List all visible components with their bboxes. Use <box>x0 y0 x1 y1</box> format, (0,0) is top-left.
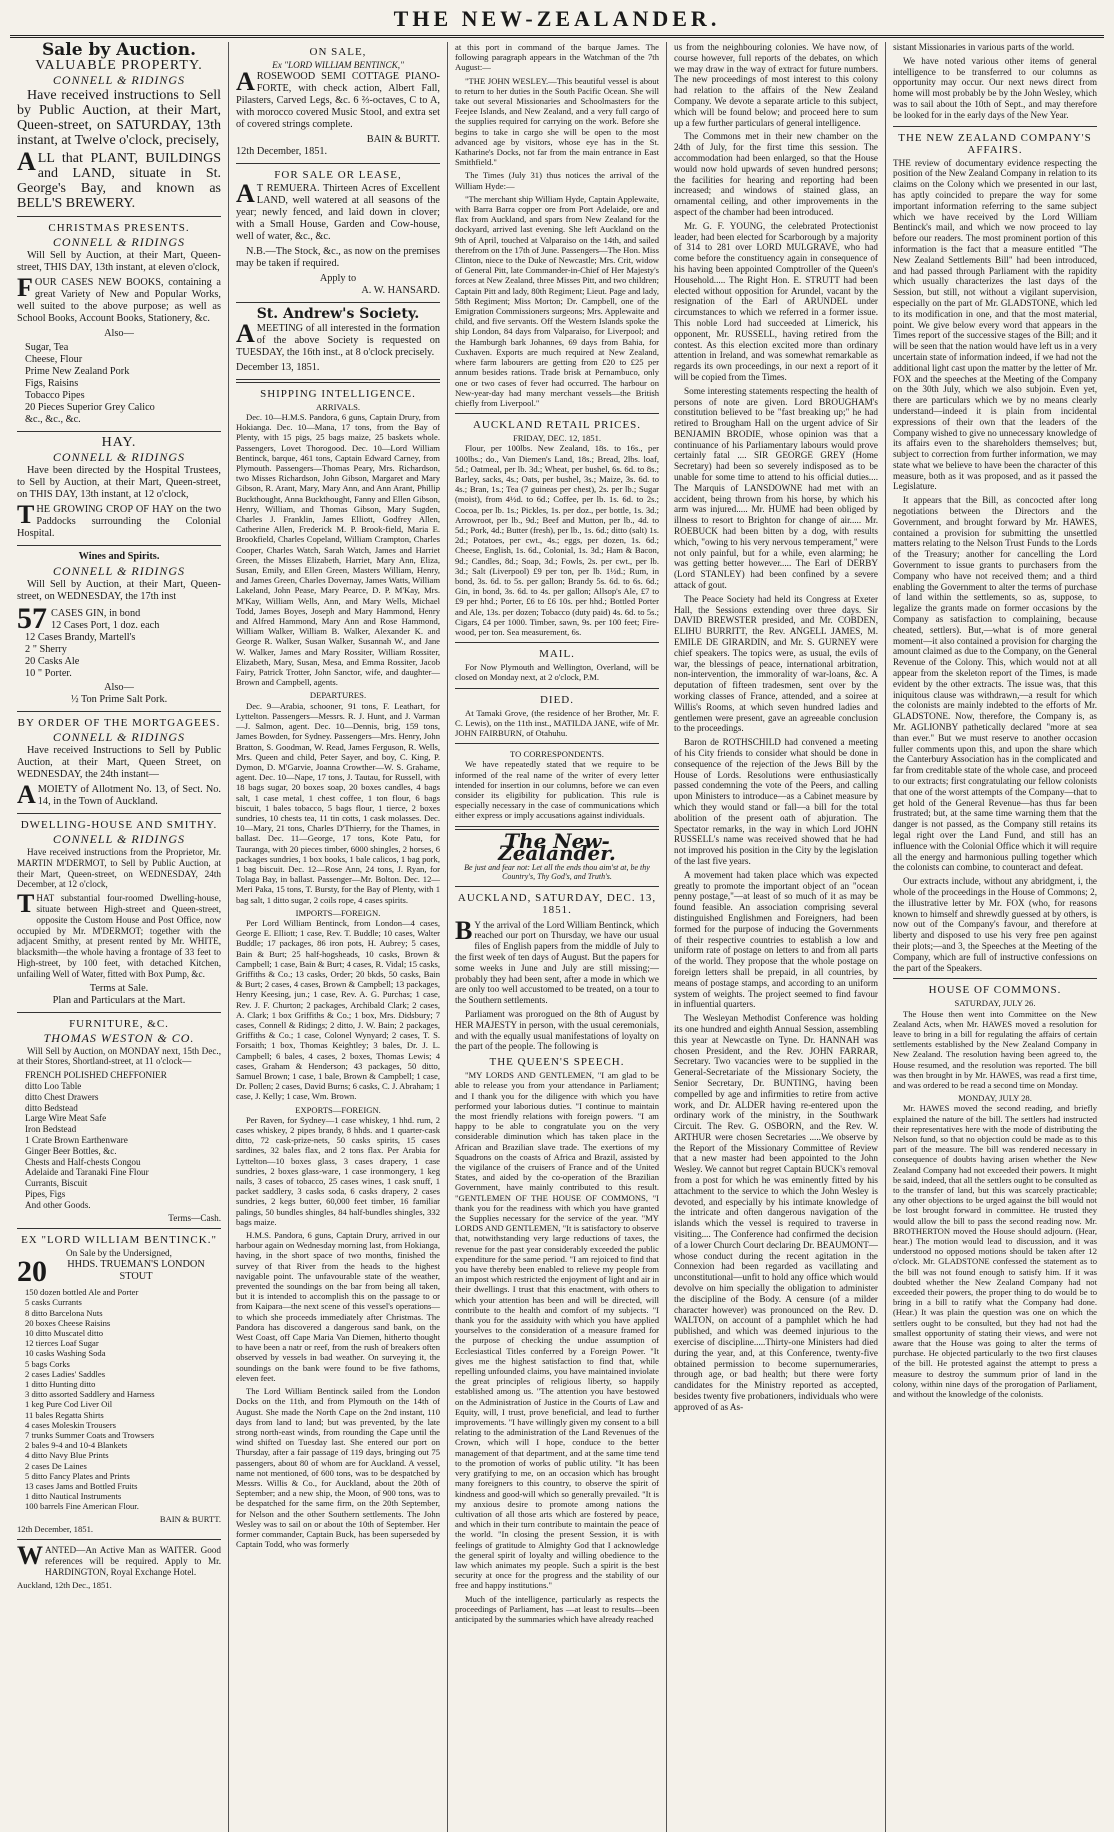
lead-text: BY the arrival of the Lord William Bentinck, which reached our port on Thursday, we have our usual files of English papers from the middle of July to the first week of ten days of August. But the papers for some weeks in June and July are still missing;—probably they had been sent, after a mode in which we are only too well accustomed to be treated, on a tour to the Southern settlements. <box>455 915 659 1006</box>
section-title: TO CORRESPONDENTS. <box>510 749 604 760</box>
ad-text: AMOIETY of Allotment No. 13, of Sect. No. 14, in the Town of Auckland. <box>17 780 221 809</box>
ad-firm: CONNELL & RIDINGS <box>52 450 186 464</box>
list-item: 1 ditto Nautical Instruments <box>25 1491 122 1502</box>
list-item: Iron Bedstead <box>25 1124 77 1135</box>
list-item: Large Wire Meat Safe <box>25 1113 107 1124</box>
ad-firm: CONNELL & RIDINGS <box>52 832 186 846</box>
ad-text: Will Sell by Auction, at their Mart, Queen-street, THIS DAY, 13th instant, at eleven o'clock, <box>17 250 221 273</box>
ad-text: Have been directed by the Hospital Trustees, to Sell by Auction, at their Mart, Queen-street, on THIS DAY, 13th instant, at 12 o'clock, <box>17 465 221 500</box>
divider <box>455 886 659 887</box>
ad-date: 12th December, 1851. <box>236 145 328 157</box>
list-item: ditto Bedstead <box>25 1102 78 1113</box>
ad-title: DWELLING-HOUSE AND SMITHY. <box>20 819 218 831</box>
ad-text: ALL that PLANT, BUILDINGS and LAND, situate in St. George's Bay, and known as BELL'S BREWERY. <box>17 147 221 211</box>
ad-apply: Apply to <box>319 272 357 284</box>
ad-sign: BAIN & BURTT. <box>159 1513 221 1524</box>
ad-title: BY ORDER OF THE MORTGAGEES. <box>17 717 221 729</box>
list-item: Currants, Biscuit <box>25 1178 88 1189</box>
list-item: 1 Crate Brown Earthenware <box>25 1134 128 1145</box>
section-text: Dec. 9—Arabia, schooner, 91 tons, F. Leathart, for Lyttelton. Passengers—Messrs. R. J. Hunt, and J. Varman—J. Salmon, agent. Dec. 10—Dennis, brig, 159 tons, James Bowden, for Sydney. Passengers—Mrs. Henry, John Bratton, S. Goodman, W. Read, James Ferguson, R. Wells, Mrs. Queen and child, Peter Sayer, and boy, C. King, P. Dymon, D. M'Garvie, Joanna Crowther—W. S. Grahame, agent. Dec. 10—Nape, 17 tons, J. Tautau, for Russell, with 18 bags sugar, 20 boxes soap, 20 boxes candles, 4 bags salt, 1 case metal, 1 chest coffee, 1 ton flour, 6 bags biscuit, 1 bales tobacco, 5 bags flour, 1 tierce, 2 boxes sundries, 10 chests tea, 11 tin cotts, 1 cask molasses. Dec. 10—Mary, 21 tons, Charles D'Thierry, for the Thames, in ballast. Dec. 11—George, 17 tons, Kote Patu, for Tauranga, with 20 pieces timber, 6000 shingles, 2 horses, 6 packages sundries, 1 box books, 1 bale calicos, 1 bag pork, 1 bag biscuit. Dec. 12—Rose Ann, 24 tons, J. Ryan, for Tolaga Bay, in ballast. Passenger—Mr. Bolton. Dec. 12—Meri Paka, 15 tons, T. Bursty, for the Bay of Plenty, with 1 bag salt, 1 ditto sugar, 2 coils rope, 4 cases spirits. <box>236 700 440 905</box>
ad-text: WANTED—An Active Man as WAITER. Good references will be required. Apply to Mr. HARDINGTON, Royal Exchange Hotel. <box>17 1540 221 1577</box>
divider <box>236 379 440 383</box>
ad-title: Wines and Spirits. <box>78 551 160 562</box>
list-item: 2 cases Ladies' Saddles <box>25 1368 106 1379</box>
list-item: 5 bags Corks <box>25 1358 70 1369</box>
ad-title: HAY. <box>101 435 137 450</box>
divider <box>17 545 221 546</box>
divider <box>236 163 440 164</box>
section-text: At Tamaki Grove, (the residence of her Brother, Mr. F. C. Lewis), on the 11th inst., MATILDA JANE, wife of Mr. JOHN FAIRBURN, of Otahuhu. <box>455 707 659 738</box>
divider <box>455 688 659 689</box>
list-item: 20 Pieces Superior Grey Calico <box>25 402 155 413</box>
ad-firm: THOMAS WESTON & CO. <box>43 1030 195 1045</box>
ad-text: On Sale by the Undersigned, <box>66 1248 172 1259</box>
subsection-title: EXPORTS—FOREIGN. <box>295 1104 381 1115</box>
section-date: MONDAY, JULY 28. <box>958 1093 1032 1104</box>
ad-text: Have received instructions to Sell by Public Auction, at their Mart, Queen-street, on SATURDAY, 13th instant, at Twelve o'clock, precisely, <box>17 88 221 148</box>
divider <box>17 1539 221 1540</box>
divider <box>455 743 659 744</box>
article-text: sistant Missionaries in various parts of the world. <box>893 42 1075 52</box>
list-item: Adelaide and Taranaki Fine Flour <box>25 1167 149 1178</box>
ad-sign: A. W. HANSARD. <box>361 284 440 296</box>
list-item: 13 cases Jams and Bottled Fruits <box>25 1480 138 1491</box>
list-item: 1 keg Pure Cod Liver Oil <box>25 1399 113 1410</box>
list-item: Tobacco Pipes <box>25 390 85 401</box>
subsection-title: IMPORTS—FOREIGN. <box>295 907 381 918</box>
ad-date: Auckland, 12th Dec., 1851. <box>17 1580 112 1591</box>
section-title: AUCKLAND RETAIL PRICES. <box>472 419 642 432</box>
list-item: Ginger Beer Bottles, &c. <box>25 1145 117 1156</box>
ad-text: Have received instructions from the Proprietor, Mr. MARTIN M'DERMOT, to Sell by Public Auction, at their Mart, Queen-street, on WEDNESDAY, 24th December, at 12 o'clock, <box>17 847 221 890</box>
list-item: 100 barrels Fine American Flour. <box>25 1501 139 1512</box>
columns <box>10 42 1104 1832</box>
divider <box>455 413 659 414</box>
ad-text: AROSEWOOD SEMI COTTAGE PIANO-FORTE, with check action, Albert Fall, Pilasters, Carved Legs, &c. 6 ⅔-octaves, C to A, with morocco covered Music Stool, and extra set of covered strings complete. <box>236 66 440 130</box>
article-text: "The merchant ship William Hyde, Captain Applewaite, with Barra Barra copper ore from Port Adelaide, ore and flax from Auckland, and spars from New Zealand for the dockyard, arrived last evening. She left Auckland on the 9th of April, touched at Valparaiso on the 14th, and sailed therefrom on the 17th of June. Passengers—The Hon. Miss Clinton, niece to the Duke of Newcastle; Mrs. Crit, widow of General Pitt, late Commander-in-Chief of Her Majesty's forces at New Zealand, three Misses Pitt, and two children; Captain Pitt and lady, 80th Regiment; Lieut. Page and lady, 58th Regiment; Miss Morton; Dr. Campbell, one of the Emigration Commissioners surgeons; Mrs. Applewaite and child, and five servants. Off the Western Islands spoke the ship London, 84 days from Valparaiso, for Liverpool; and the Hamburgh bark Johannes, 69 days from Bahia, for Cuxhaven. Exports are much required at New Zealand, where farm labourers are getting from £20 to £25 per annum besides rations. Trade brisk at Pernambuco, only one or two cases of fever had occurred. The harbour on New-year-day had many merchant vessels—the British chiefly from Liverpool." <box>455 193 659 408</box>
nameplate: The New-Zealander. <box>498 828 616 865</box>
ad-firm: CONNELL & RIDINGS <box>52 73 186 87</box>
divider <box>17 1012 221 1013</box>
ad-title: FOR SALE OR LEASE, <box>274 168 402 181</box>
section-title: THE NEW ZEALAND COMPANY'S AFFAIRS. <box>898 131 1092 156</box>
ad-also: Also— <box>104 682 134 693</box>
column-1 <box>10 42 229 1832</box>
article-text: us from the neighbouring colonies. We have now, of course however, full reports of the debates, on which we may draw in the way of extract for future numbers. The new proceedings of most interest to this colony had relation to the affairs of the New Zealand Company. We devote a separate article to this subject, which will be found below; and proceed here to sum up a few further particulars of general intelligence. <box>674 42 878 128</box>
stout-block <box>17 1259 221 1285</box>
subsection-title: DEPARTURES. <box>309 690 367 701</box>
list-item: 4 ditto Navy Blue Prints <box>25 1450 109 1461</box>
divider <box>17 216 221 217</box>
article-text: Some interesting statements respecting the health of persons of note are given. Lord BROUGHAM's constitution believed to be "fast breaking up;" he had retired to Brougham Hall on the urgent advice of Sir BENJAMIN BRODIE, whose opinion was that a continuance of his Parliamentary labours would prove certainly fatal .... SIR GEORGE GREY (Home Secretary) had been so severely indisposed as to be unable for some time to attend to his official duties.... The Marquis of LANSDOWNE had met with an accident, being thrown from his horse, by which his arm was injured..... Mr. HUME had been obliged by illness to resort to Brighton for change of air..... Mr. ROEBUCK had been bitten by a dog, with results which, "owing to his very nervous temperament," were not only painful, but for a while, even alarming; he was getting better however..... The Earl of DERBY (Lord STANLEY) had been confined by a severe attack of gout. <box>674 385 878 591</box>
divider <box>17 813 221 814</box>
list-item: ditto Loo Table <box>25 1080 82 1091</box>
list-item: Prime New Zealand Pork <box>25 366 130 377</box>
list-item: 5 ditto Fancy Plates and Prints <box>25 1470 130 1481</box>
column-3 <box>448 42 667 1832</box>
item-list <box>17 1287 221 1511</box>
lead-text: Much of the intelligence, particularly as respects the proceedings of Parliament, has —at least to results—been anticipated by the summaries which have already reached <box>455 1593 659 1624</box>
list-item: Figs, Raisins <box>25 378 79 389</box>
divider <box>893 126 1097 127</box>
lead-text: Parliament was prorogued on the 8th of August by HER MAJESTY in person, with the usual ceremonials, and with the equally usual manifestations of loyalty on the part of the people. The following is <box>455 1008 659 1052</box>
sale-heading: Sale by Auction. <box>42 42 196 60</box>
list-item: CASES GIN, in bond <box>51 608 141 619</box>
column-4 <box>667 42 886 1832</box>
speech-text: "MY LORDS AND GENTLEMEN, "I am glad to be able to release you from your attendance in Parliament; and I thank you for the diligence with which you have performed your laborious duties. "I continue to maintain the most friendly relations with foreign powers. "I am happy to be able to congratulate you on the very considerable diminution which has taken place in the African and Brazilian slave trade. The exertions of my Squadrons on the coasts of Africa and Brazil, assisted by the vigilance of the cruisers of France and of the United States, and aided by the co-operation of the Brazilian Government, have mainly contributed to this result. "GENTLEMEN OF THE HOUSE OF COMMONS, "I thank you for the readiness with which you have granted the Supplies necessary for the service of the year. "MY LORDS AND GENTLEMEN, "It is satisfactory to observe that, notwithstanding very large reductions of taxes, the revenue for the past year considerably exceeded the public expenditure for the same period. "I am rejoiced to find that you have thereby been enabled to relieve my people from an impost which restricted the enjoyment of light and air in their dwellings. I trust that this enactment, with others to which your attention has been and will be directed, will contribute to the health and comfort of my subjects. "I thank you for the assiduity with which you have applied yourselves to the consideration of a measure framed for the purpose of checking the undue assumption of Ecclesiastical Titles conferred by a Foreign Power. "It gives me the highest satisfaction to find that, while repelling unfounded claims, you have maintained inviolate the great principles of religious liberty, so happily established among us. "The attention you have bestowed on the Administration of Justice in the Courts of Law and Equity, will, I trust, prove beneficial, and lead to further improvements. "I have willingly given my consent to a bill relating to the administration of the Land Revenues of the Crown, which will I hope, conduce to the better management of that department, and at the same time tend to the promotion of works of public utility. "It has been very gratifying to me, on an occasion which has brought many foreigners to this country, to observe the spirit of kindness and good-will which so generally prevailed. "It is my anxious desire to promote among nations the cultivation of all those arts which are fostered by peace, and which in their turn contribute to maintain the peace of the world. "In closing the present Session, it is with feelings of gratitude to Almighty God that I acknowledge the general spirit of loyalty and willing obedience to the law which animates my people. Such a spirit is the best security at once for the progress and the stability of our free and happy institutions." <box>455 1070 659 1591</box>
lot-number: 20 <box>17 1259 47 1286</box>
ad-text: Have received Instructions to Sell by Public Auction, at their Mart, Queen Street, on WEDNESDAY, the 24th instant— <box>17 745 221 780</box>
subsection-title: ARRIVALS. <box>315 401 360 412</box>
ad-text: Will Sell by Auction, on MONDAY next, 15th Dec., at their Stores, Shortland-street, at 11 o'clock— <box>17 1045 221 1067</box>
article-text: Mr. G. F. YOUNG, the celebrated Protectionist leader, had been elected for Scarborough by a majority of 314 to 281 over LORD MULGRAVE, who had come before the constituency again in consequence of his having been appointed Comptroller of the Queen's Household..... The Right Hon. E. STRUTT had been elected without opposition for Arundel, vacant by the resignation of the Earl of ARUNDEL under circumstances to which we referred in a former issue. This noble Lord had succeeded at Limerick, his opponent, Mr. RUSSELL, having retired from the contest. As this election excited more than ordinary attention in Ireland, and was somewhat remarkable as regards its own proceedings, in our next a report of it will be copied from the Times. <box>674 220 878 382</box>
divider <box>893 978 1097 979</box>
article-text: "THE JOHN WESLEY.—This beautiful vessel is about to return to her duties in the South Pacific Ocean. She will take out several Missionaries and Schoolmasters for the Feejee Islands, and New Zealand, and a very full cargo of the supplies required for carrying on the work. Before she begins to take in cargo she will be open to the most advanced age by visitors, whose eye has in the St. Katharine's Docks, not far from the main entrance in East Smithfield." <box>455 75 659 168</box>
list-item: ditto Chest Drawers <box>25 1091 99 1102</box>
article-text: The Commons met in their new chamber on the 24th of July, for the first time this session. The accommodation had been enlarged, so that the House would now hold upwards of seven hundred persons; the facilities for hearing and reporting had been increased; and windows of stained glass, an ornamental ceiling, and other improvements in the aspect of the chamber had been introduced. <box>674 131 878 217</box>
ad-head: HHDS. TRUEMAN'S LONDON STOUT <box>67 1259 205 1283</box>
article-text: We have noted various other items of general intelligence to be transferred to our columns as opportunity may occur. Our next news direct from home will most probably be by the John Wesley, which was to sail about the 10th of Sept., and may therefore be looked for in the early days of the New Year. <box>893 55 1097 120</box>
masthead: THE NEW-ZEALANDER. <box>10 6 1104 38</box>
ad-date: December 13, 1851. <box>236 361 320 373</box>
ad-text: THAT substantial four-roomed Dwelling-house, situate between High-street and Queen-street, opposite the Custom House and Post Office, now occupied by Mr. M'DERMOT; together with the adjacent Smithy, at present rented by Mr. WHITE, blacksmith—the whole having a frontage of 33 feet to High-street, by 100 feet, with detached Kitchen, unfailing Well of Water, fitted with Box Pump, &c. <box>17 889 221 979</box>
ad-plan: Plan and Particulars at the Mart. <box>52 994 186 1006</box>
list-item: 11 bales Regatta Shirts <box>25 1409 104 1420</box>
ad-also: Also— <box>104 328 134 339</box>
section-date: FRIDAY, DEC. 12, 1851. <box>512 433 602 444</box>
section-title: MAIL. <box>539 648 575 661</box>
article-text: THE review of documentary evidence respecting the position of the New Zealand Company in relation to its claims on the Colony which we presented in our last, has aptly coincided to prepare the way for some important information referring to the same subject which we have received by the Lord William Bentinck's mail, and which we now proceed to lay before our readers. The most prominent portion of this information is the fact that a measure entitled "The New Zealand Settlements Bill" had been introduced, and had passed through Parliament with the rapidity which usually characterizes the last days of the Session, but still, not without a vigilant supervision, especially on the part of Mr. GLADSTONE, which led to its modification in one, and that the most material, point. We give below every word that appears in the Times report of the successive stages of the Bill; and it will be seen that the nation would have left us in a very uncertain state of information indeed, if we had not the additional light cast upon the matter by the letter of Mr. FOX and the speeches at the Meeting of the Company on the 30th July, which we also subjoin. Even yet, there are particulars which we by no means clearly understand—indeed it is plain from incidental expressions of their own that the leaders of the Company wished to give no unnecessary knowledge of its affairs even to the shareholders themselves; but, subject to correction from further information, we may state what we believe to have been the character of this measure, both as it was proposed, and as it passed the Legislature. <box>893 157 1097 492</box>
list-item: 12 Cases Port, 1 doz. each <box>51 620 160 631</box>
item-list <box>17 342 221 426</box>
ad-title: CHRISTMAS PRESENTS. <box>48 222 190 234</box>
section-date: SATURDAY, JULY 26. <box>954 998 1036 1009</box>
section-text: For Now Plymouth and Wellington, Overland, will be closed on Monday next, at 2 o'clock, P.M. <box>455 662 659 683</box>
divider <box>17 1228 221 1229</box>
section-text: We have repeatedly stated that we require to be informed of the real name of the writer of every letter intended for insertion in our columns, before we can even consider its eligibility for publication. This rule is especially necessary in the case of communications which either express or imply accusations against individuals. <box>455 759 659 821</box>
list-item: Chests and Half-chests Congou <box>25 1156 141 1167</box>
section-title: THE QUEEN'S SPEECH. <box>489 1056 625 1069</box>
list-item: FRENCH POLISHED CHEFFONIER <box>25 1070 167 1081</box>
list-item: 2 cases De Laines <box>25 1460 87 1471</box>
ad-text: N.B.—The Stock, &c., as now on the premises may be taken if required. <box>236 245 440 269</box>
section-title: DIED. <box>539 693 575 706</box>
article-text: at this port in command of the barque James. The following paragraph appears in the Watchman of the 7th August:— <box>455 42 659 73</box>
column-5 <box>886 42 1104 1832</box>
ad-text: Will Sell by Auction, at their Mart, Queen-street, on WEDNESDAY, the 17th inst <box>17 579 221 602</box>
ad-text: THE GROWING CROP OF HAY on the two Paddocks surrounding the Colonial Hospital. <box>17 500 221 539</box>
list-item: 12 Cases Brandy, Martell's <box>25 632 136 643</box>
lot-number: 57 <box>17 606 47 635</box>
article-text: It appears that the Bill, as concocted after long negotiations between the Directors and the Government, and brought forward by Mr. HAWES, contained a provision for submitting the unsettled matters relating to the Nelson Trust Funds to the Lords of the Treasury; another for cancelling the Lord Government to issue grants to purchasers from the Company who have not received them; and a third enabling the Government to alter the terms of purchase of land within the settlements, so as, suppose, to legalize the grants made on former occasions by the Company as satisfaction to complaining, because cheated, settlers). But,—what is of more general moment—it also contained a provision for charging the amount claimed as due to the Company, on the General Revenue of the Colony. This, which would not at all appear from the skeleton report of the Times, is made evident by the other extracts. The issue was, that this iniquitous clause was withdrawn,—a result for which the colonists are mainly indebted to the efforts of Mr. GLADSTONE. Now, therefore, the Company is, as Mr. AGLIONBY pathetically declared "more at sea than ever." But we must reserve to another occasion fuller comments upon this, and upon the share which the Canterbury Association has in the complicated and far from creditable state of the whole case, and proceed to our extracts; first congratulating our fellow colonists that one of the worst attempts of the Company—that to get hold of the General Revenue—has thus far been frustrated; but, at the same time warning them that the danger is not passed, as the Company still retains its legal right over the Land Fund, and still has an influence with the Colonial Office which it will require all the energy and harmonious pulling together which the colonists can combine, to counteract and defeat. <box>893 495 1097 873</box>
issue-date: AUCKLAND, SATURDAY, DEC. 13, 1851. <box>457 891 657 916</box>
list-item: Sugar, Tea <box>25 342 69 353</box>
list-item: Pipes, Figs <box>25 1188 66 1199</box>
divider <box>455 642 659 643</box>
gin-block <box>17 606 221 682</box>
section-text: Per Raven, for Sydney—1 case whiskey, 1 hhd. rum, 2 cases whiskey, 2 pipes brandy, 8 hhds. and 1 quarter-cask ditto, 72 cask-prize-nets, 50 casks spirits, 15 cases sardines, 32 bales flax, and 2 tons flax. Per Arabia for Lyttelton—10 boxes glass, 3 cases drapery, 1 case sundries, 2 boxes glass-ware, 1 case ironmongery, 1 keg nails, 3 cases of tobacco, 25 cases wines, 1 cask snuff, 1 packet saddlery, 3 casks soda, 6 casks drapery, 2 cases sundries, 2 kegs butter, 60,000 feet timber, 16 familiar palings, 50 bundles shingles, 84 half-bundles shingles, 332 bags maize. <box>236 1114 440 1227</box>
section-title: SHIPPING INTELLIGENCE. <box>260 387 416 400</box>
ad-title: FURNITURE, &C. <box>69 1017 169 1030</box>
ad-terms: Terms at Sale. <box>89 982 149 994</box>
section-title: HOUSE OF COMMONS. <box>928 984 1062 997</box>
ad-text: ½ Ton Prime Salt Pork. <box>70 694 168 705</box>
motto: Be just and fear not: Let all the ends thou aim'st at, be thy Country's, Thy God's, and Truth's. <box>464 862 650 881</box>
list-item: 10 casks Washing Soda <box>25 1348 106 1359</box>
ad-title: ON SALE, <box>309 46 367 58</box>
article-text: Baron de ROTHSCHILD had convened a meeting of his City friends to consider what should be done in consequence of the rejection of the Jews Bill by the House of Lords. Resolutions were enthusiastically passed condemning the vote of the Peers, and calling upon Ministers to introduce—as a Cabinet measure by which they would stand or fall—a bill for the total abolition of the present oath of abjuration. The Spectator remarks, in the way in which Lord JOHN RUSSELL's name was received showed that he had not improved his position in the City by the legislation of the last five years. <box>674 737 878 866</box>
article-text: The House then went into Committee on the New Zealand Acts, when Mr. HAWES moved a resolution for leave to bring in a bill for regulating the affairs of certain settlements established by the New Zealand Company in New Zealand. The resolution having been agreed to, the House resumed, and the resolution was reported. The bill was then brought in by Mr. HAWES, was read a first time, and was ordered to be read a second time on Monday. <box>893 1008 1097 1090</box>
list-item: 2 " Sherry <box>25 644 67 655</box>
section-text: H.M.S. Pandora, 6 guns, Captain Drury, arrived in our harbour again on Wednesday morning last, from Hokianga, having, in the short space of two months, finished the survey of that River from the heads to the highest navigable point. The unfavourable state of the weather, prevented the soundings on the bar from being all taken, but it is intended to accomplish this on the passage to or from Kaipara—the next scene of this vessel's operations—to which she proceeds immediately after Christmas. The Pandora has discovered a dangerous sand bank, on the West Coast, off Cape Maria Van Diemen, hitherto thought to have been a natr or reef, from the rush of breakers often observed by vessels in bad weather. On surveying it, the soundings on the bank were found to be five fathoms, eleven feet. <box>236 1230 440 1383</box>
list-item: 8 ditto Barcelona Nuts <box>25 1307 103 1318</box>
article-text: Mr. HAWES moved the second reading, and briefly explained the nature of the bill. The settlers had instructed their representatives here with the mode of distributing the Nelson fund, so that no objection could be made as to this part of the measure. The bill was rendered necessary in consequence of doubts having arisen whether the New Zealand Company had not exceeded their powers. It might be said, indeed, that all the settlers ought to be consulted as to the transfer of land, but this was scarcely practicable; any other objections to be urged against the bill would not be lost brought forward in committee. He trusted they would allow the bill to pass the second reading now. Mr. BROTHERTON moved the House should adjourn. (Hear, hear.) The motion would lead to discussion, and it was understood no opposed motions should be taken after 12 o'clock. Mr. GLADSTONE confessed the statement as to the bill was not found enough to satisfy him. If it was doubted whether the New Zealand Company had not exceeded their powers, the proper thing to do would be to bring in a bill to ratify what the Company had done. (Hear.) It was plain the question was one on which the settlers ought to be consulted, but they had not had the smallest opportunity of stating their views, and were not aware that the House was going to alter the terms of purchase. He objected particularly to the two first clauses of the bill. He protested against the attempt to press a measure to destroy the summum prior of land in the colony, within nine days of the prorogation of Parliament, and without the knowledge of the colonists. <box>893 1103 1097 1400</box>
list-item: &c., &c., &c. <box>25 414 81 425</box>
article-text: A movement had taken place which was expected greatly to promote the important object of an "ocean penny postage,"—at least of so much of it as may be found feasible. An association comprising several distinguished Englishmen and Foreigners, had been formed for the purpose of inducing the Governments of their respective countries to establish a low and uniform rate of postage on letters to and from all parts of the world. They propose that the whole postage on foreign letters shall be prepaid, in all countries, by means of postage stamps, and according to an uniform system of weights. The project seemed to find favour in influential quarters. <box>674 869 878 1010</box>
ad-sign: BAIN & BURTT. <box>366 133 440 145</box>
society-title: St. Andrew's Society. <box>256 305 420 322</box>
section-text: The Lord William Bentinck sailed from the London Docks on the 11th, and from Plymouth on the 14th of August. She made the North Cape on the 2nd instant, 110 days from land to land; but was prevented, by the late strong north-east winds, from rounding the Cape until the wind shifted on Tuesday last. She entered our port on Thursday, after a fair passage of 119 days, bringing out 75 passengers, about 80 of whom are for Auckland. A vessel, name not mentioned, of 600 tons, was to be despatched by Messrs. Willis & Co., for Auckland, about the 20th of September; and a new ship, the Moon, of 900 tons, was to be despatched for the same firm, on the 20th September, for Nelson and the other Southern settlements. The John Wesley was to sail on or about the 10th of September. Her former commander, Captain Buck, has been superseded by Captain Todd, who was formerly <box>236 1386 440 1550</box>
ad-subtitle: Ex "LORD WILLIAM BENTINCK," <box>272 60 404 70</box>
list-item: 12 tierces Loaf Sugar <box>25 1338 99 1349</box>
section-text: Per Lord William Bentinck, from London—4 cases, George E. Elliott; 1 case, Rev. T. Buddle; 10 cases, Walter Buddle; 17 packages, 86 iron pots, H. Aubrey; 5 cases, Bain & Burt; 25 half-hogsheads, 10 casks, Brown & Campbell; 1 case, Bain & Burt; 4 cases, R. Vidal; 15 casks, Griffiths & Co.; 13 casks, Order; 20 bkds, 50 casks, Bain & Burt; 2 cases, 4 cases, Brown & Campbell; 13 packages, Henry Keesing, jun.; 1 case, Rev. A. G. Purchas; 1 case, Rev. J. F. Churton; 2 packages, Archibald Clark; 2 cases, A. Clark; 1 box Griffiths & Co.; 1 box, Mrs. Didsbury; 7 cases, Connell & Ridings; 2 ditto, J. W. Bain; 2 packages, Griffiths & Co.; 1 case, Colonel Wynyard; 2 cases, T. S. Forsaith; 1 box, Thomas Keightley; 3 bales, Dr. J. L. Campbell; 6 bales, 4 cases, 2 boxes, Thomas Lewis; 4 cases, Graham & Henderson; 43 packages, 50 ditto, Samuel Brown; 1 case, 1 bale, Brown & Campbell; 1 case, Dr. Pollen; 2 cases, David Burns; 6 casks, C. J. Abraham; 1 case, J. Kelly; 1 case, Wm. Brown. <box>236 917 440 1102</box>
ad-title: VALUABLE PROPERTY. <box>35 58 203 73</box>
list-item: 5 casks Currants <box>25 1297 82 1308</box>
column-2 <box>229 42 448 1832</box>
list-item: 2 bales 9-4 and 10-4 Blankets <box>25 1440 128 1451</box>
ad-firm: CONNELL & RIDINGS <box>52 730 186 744</box>
divider <box>17 711 221 712</box>
list-item: 10 " Porter. <box>25 668 72 679</box>
list-item: 150 dozen bottled Ale and Porter <box>25 1287 139 1298</box>
item-list <box>17 1070 221 1210</box>
list-item: Cheese, Flour <box>25 354 83 365</box>
ad-text: AT REMUERA. Thirteen Acres of Excellent LAND, well watered at all seasons of the year; newly fenced, and laid down in clover; with a Small House, Garden and Cow-house, well of water, &c., &c. <box>236 178 440 242</box>
list-item: 3 ditto assorted Saddlery and Harness <box>25 1389 155 1400</box>
article-text: Our extracts include, without any abridgment, i, the whole of the proceedings in the House of Commons; 2, the illustrative letter by Mr. FOX (who, for reasons known to himself and shrewdly guessed at by others, is now out of the Company's favour, and therefore at liberty and disposed to use his very free pen against their plots;—and 3, the Speeches at the Meeting of the Company, which are full of instructive confessions on the part of the Speakers. <box>893 876 1097 973</box>
ad-date: 12th December, 1851. <box>17 1523 94 1534</box>
list-item: 20 Casks Ale <box>25 656 80 667</box>
list-item: 4 cases Moleskin Trousers <box>25 1419 116 1430</box>
ad-terms: Terms—Cash. <box>168 1212 221 1223</box>
list-item: And other Goods. <box>25 1199 91 1210</box>
list-item: 10 ditto Muscatel ditto <box>25 1327 104 1338</box>
divider <box>17 431 221 432</box>
article-text: The Times (July 31) thus notices the arrival of the William Hyde:— <box>455 170 659 191</box>
section-text: Dec. 10—H.M.S. Pandora, 6 guns, Captain Drury, from Hokianga. Dec. 10—Mana, 17 tons, from the Bay of Plenty, with 15 pigs, 25 bags maize, 25 baskets whole. Passengers, Lovet Thorogood. Dec. 10—Lord William Bentinck, barque, 461 tons, Captain Edward Carney, from Plymouth. Passengers—Thomas Peary, Mrs. Richardson, two Misses Richardson, John Gibson, Margaret and Mary Gibson, R. Arant, Mary, Mary Ann, and Ann Arant, Phillip Buckthought, Anna Buckthought, Fanny and Ellen Gibson, Henry, William, and Thomas Gibson, Mary Sugden, Charles J. Franklin, James Elliott, Godfrey Allen, Catherine Allen, Frederick M. P. Brook-field, Maria E. Brookfield, Charles Copeland, William Crampton, Charles Cooper, Charles Watch, Sarah Watch, James and Harriet Green, the Misses Elizabeth, Harriet, Mary Ann, Eliza, Susan, Emily, and Ellen Green, Masters William, Henry, and James Green, Charles Dovernay, James Watts, William Lakeland, John Pease, Mary Pearce, D. P. M'Kay, Mrs. M'Kay, William Wells, Ann, and Mary Wells, Michael Todd, James Boyes, Joseph and Mary Hammond, Henry and Alfred Hammond, Mary Ann and Rose Hammond, William Walker, William B. Walker, Alexander K. and George R. Walker, Susan Walker, Susannah W., and Jane W. Walker, James and Mary Rossiter, William Rossiter, Elizabeth, Mary, Susan, Mesa, and Emma Rossiter, Jacob Fairy, Patrick Trotter, John Sanctor, wife, and daughter—Brown and Campbell, agents. <box>236 412 440 688</box>
article-text: The Wesleyan Methodist Conference was holding its one hundred and eighth Annual Session, assembling this year at Newcastle on Tyne. Dr. HANNAH was chosen President, and the Rev. JOHN FARRAR, Secretary. Two vacancies were to be supplied in the General-Secretariate of the Missionary Society, the Senior Secretary, Dr. BUNTING, having been compelled by age and infirmities to retire from active work, and Dr. ALDER having re-entered upon the ordinary work of the ministry, in the Southwark Circuit. The Rev. G. OSBORN, and the Rev. W. ARTHUR were chosen Secretaries .....We observe by the Report of the Missionary Committee of Review that a new master had been appointed to the John Wesley. We cannot but regret Captain BUCK's removal from a post for which he was eminently fitted by his attachment to the service to which the John Wesley is devoted, and especially by his intimate knowledge of the intricate and often dangerous navigation of the islands which the vessel is required to traverse in visiting.... The Conference had confirmed the decision of a lower Church Court declaring Dr. BEAUMONT—whose conduct during the recent agitation in the Connexion had been regarded as vacillating and unconstitutional—unfit to hold any office which would devolve on him specially the obligation to administer the discipline of the Body. A censure (of a milder character however) was pronounced on the Rev. D. WALTON, on account of a pamphlet which he had published, and which was deemed injurious to the exercise of discipline.....Thirty-one Ministers had died during the year, and, at this Conference, twenty-five obtained permission to become supernumeraries, through age, or bad health; but there were forty candidates for the Ministry reported as accepted, besides twenty five probationers, individuals who were approved of as As- <box>674 1013 878 1412</box>
ad-text: AMEETING of all interested in the formation of the above Society is requested on TUESDAY, the 16th inst., at 8 o'clock precisely. <box>236 318 440 358</box>
list-item: 1 ditto Hunting ditto <box>25 1378 96 1389</box>
section-text: Flour, per 100lbs. New Zealand, 18s. to 16s., per 100lbs.; do., Van Diemen's Land, 18s.; Bread, 2lbs. loaf, 5d.; Oatmeal, per lb. 3d.; Wheat, per bushel, 6s. 6d. to 8s.; Barley, sacks, 4s.; Oats, per bushel, 3s.; Maize, 3s. 6d. to 4s.; Bran, 1s.; Tea (7 guineas per chest), 2s. per lb.; Sugar (moist), from 4½d. to 6d.; Coffee, per lb. 1s. 6d. to 2s.; Cocoa, per lb. 1s.; Pickles, 1s. per doz., per bottle, 1s. 3d.; Arrowroot, per lb., 9d.; Beef and Mutton, per lb., 4d. to 5d.; Pork, 4d.; Butter (fresh), per lb., 1s. 6d.; ditto (salt) 1s. 2d.; Potatoes, per cwt., 4s.; eggs, per dozen, 1s. 6d.; Cheese, English, 1s. 6d., Colonial, 1s. 3d.; Ham & Bacon, 9d.; Candles, 8d.; Soap, 3d.; Fowls, 2s. per cwt., per lb. 3d.; Salt (Liverpool) £9 per ton, per lb. 1½d.; Rum, in bond, 3s. 6d. to 5s. per gallon; Brandy 5s. 6d. to 6s. 6d.; Gin, in bond, 3s. 6d. to 4s. per gallon; Allsop's Ale, £7 to £9 per hhd.; Porter, £6 to £6 10s. per hhd.; Bottled Porter and Ale, 13s. per dozen; Tobacco (duty paid) 4s. 6d. to 5s.; Cigars, £4 per 1000. Timber, sawn, 9s. per 100 feet; Fire-wood, per ton. Sea measurement, 6s. <box>455 443 659 637</box>
ad-title: EX "LORD WILLIAM BENTINCK." <box>21 1234 217 1247</box>
ad-text: FOUR CASES NEW BOOKS, containing a great Variety of New and Popular Works, well suited to the above purpose; as well as School Books, Account Books, Stationery, &c. <box>17 273 221 324</box>
list-item: 7 trunks Summer Coats and Trowsers <box>25 1429 155 1440</box>
list-item: 20 boxes Cheese Raisins <box>25 1317 111 1328</box>
ad-firm: CONNELL & RIDINGS <box>52 564 186 578</box>
ad-firm: CONNELL & RIDINGS <box>52 235 186 249</box>
article-text: The Peace Society had held its Congress at Exeter Hall, the Sessions extending over three days. Sir DAVID BREWSTER presided, and Mr. COBDEN, ELIHU BURRITT, the Rev. ANGELL JAMES, M. EMILE DE GIRARDIN, and Mr. S. GURNEY were chief speakers. The topics were, as usual, the evils of war, the blessings of peace, international arbitration, non-intervention, the immorality of war-loans, &c. A deputation of fifteen tradesmen, sent over by the working classes of France, attended, and a soiree at Willis's Rooms, at which seven hundred ladies and gentlemen were present, gave an agreeable conclusion to the proceedings. <box>674 593 878 734</box>
divider <box>236 302 440 303</box>
